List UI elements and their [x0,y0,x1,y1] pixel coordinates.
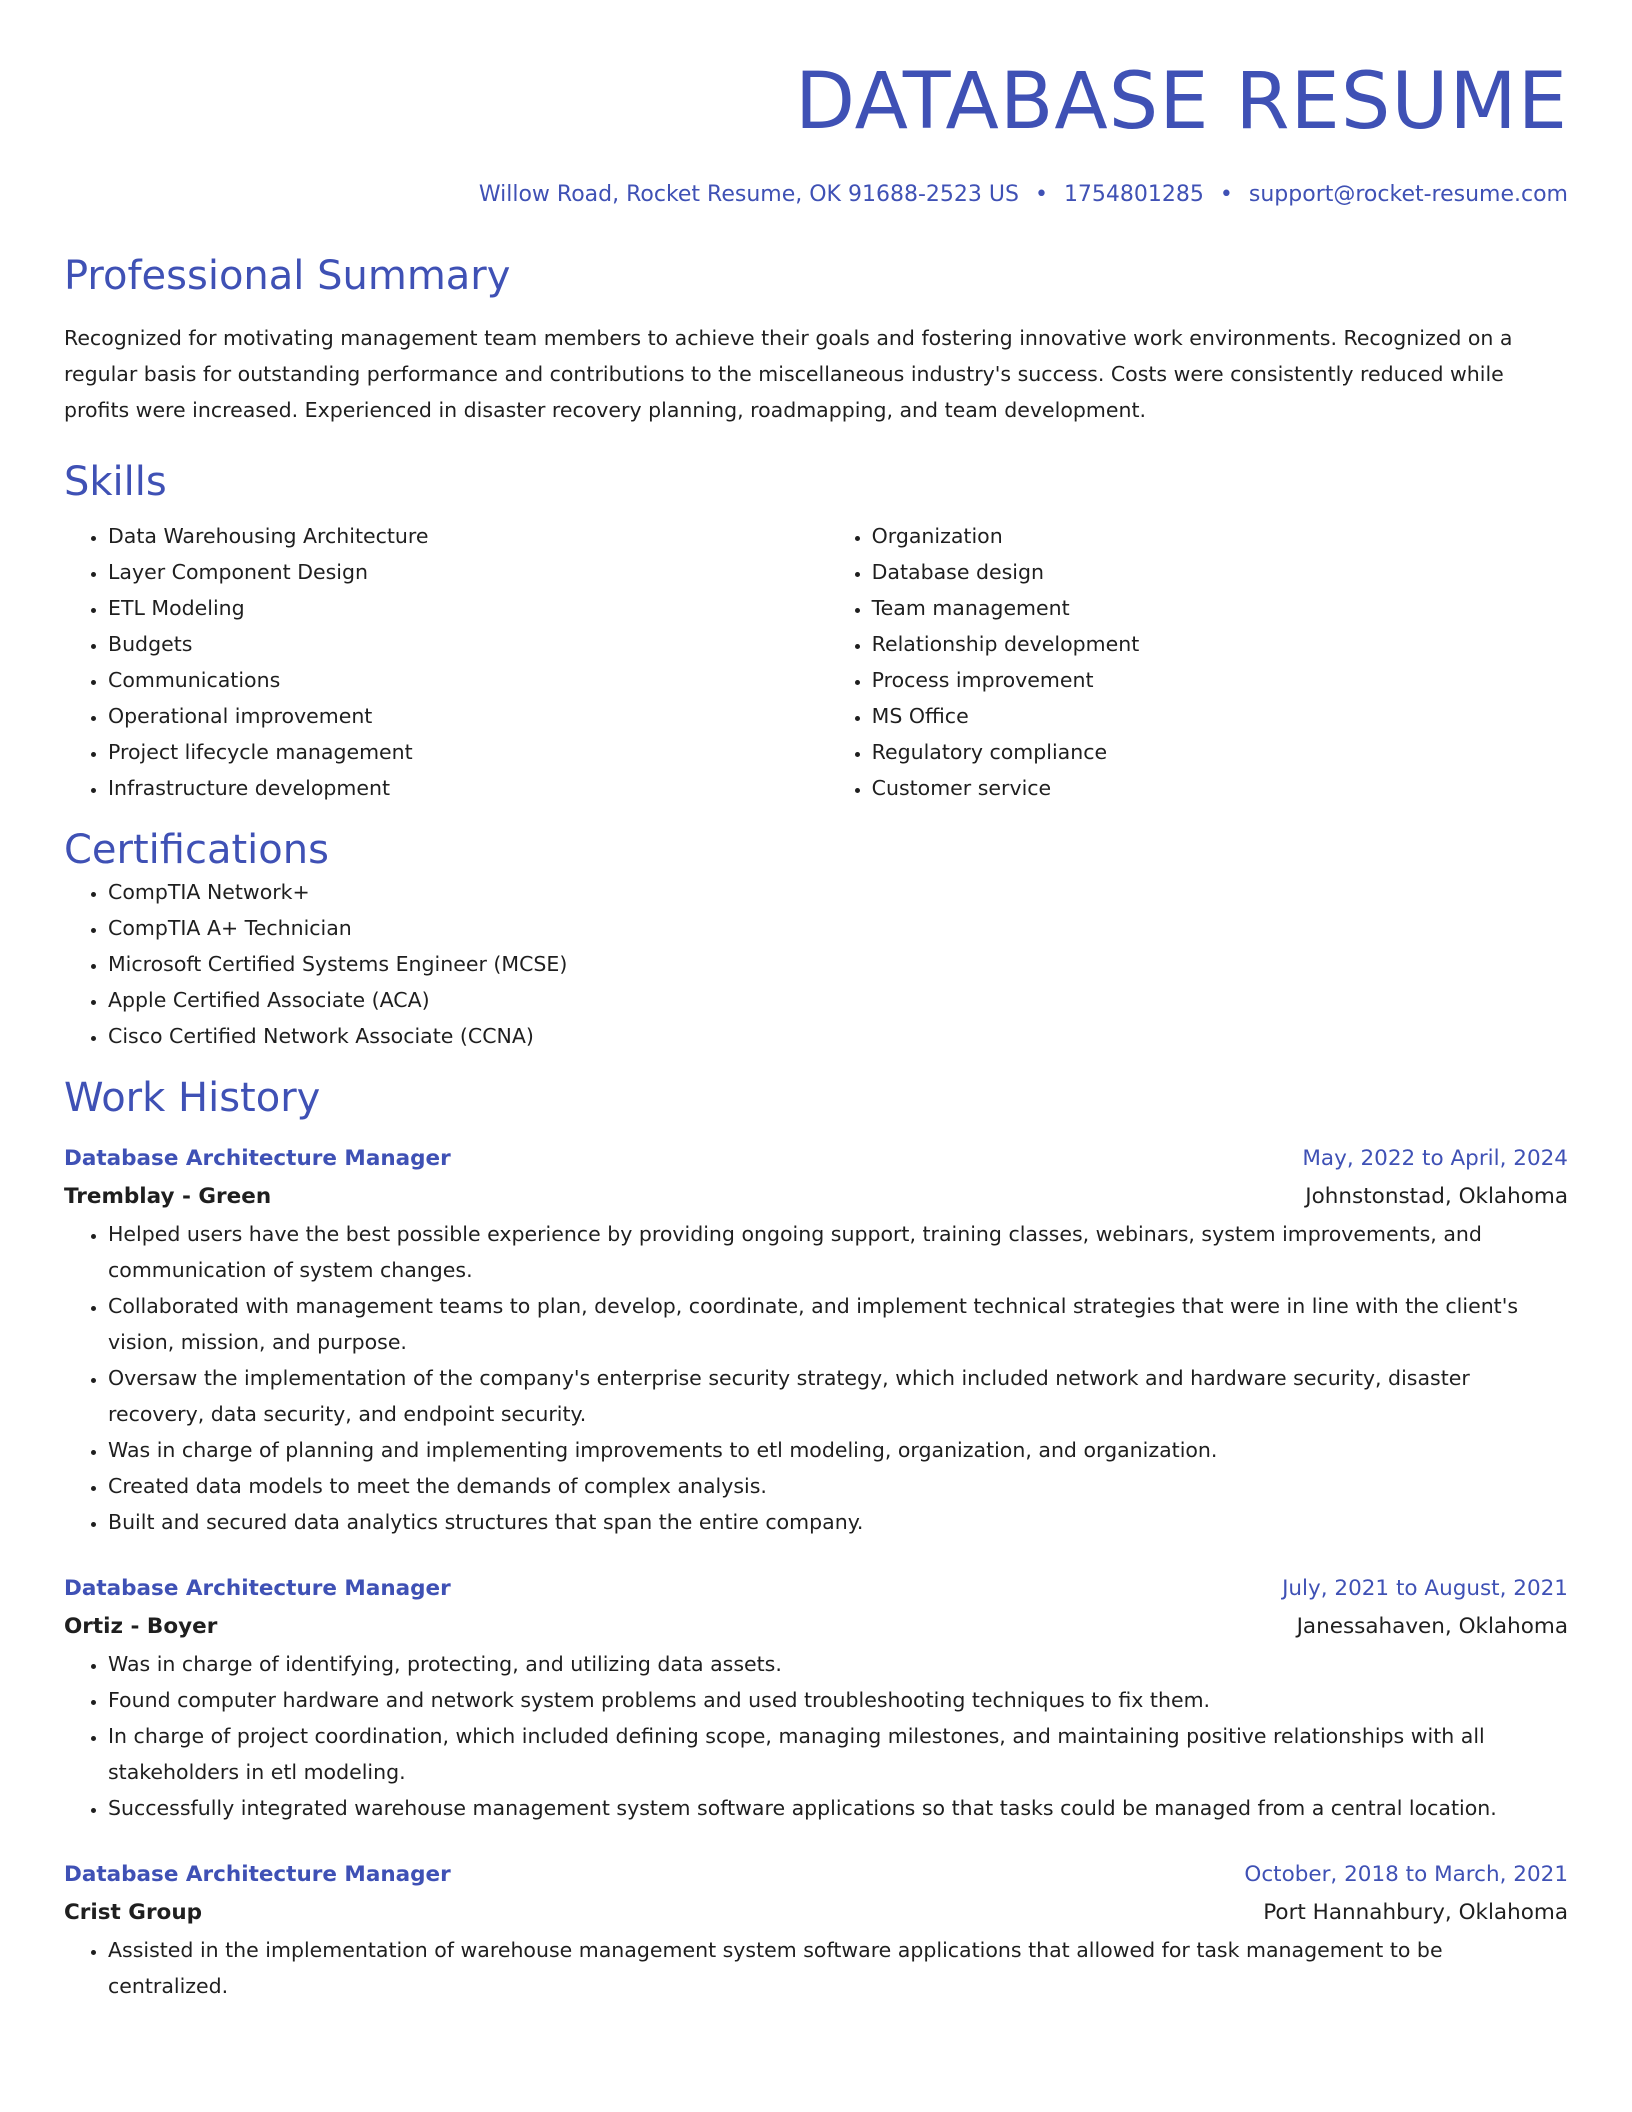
job-entry [64,1856,1568,2004]
job-bullet: • Successfully integrated warehouse management system software applications so that tasks could be managed from a central location. [108,1790,1568,1826]
skills-heading: Skills [64,459,167,505]
skill-item: • Project lifecycle management [108,734,828,770]
job-title: Database Architecture Manager [64,1576,451,1601]
summary-text: Recognized for motivating management team members to achieve their goals and fostering innovative work environments. Recognized on a regular basis for outstanding performance and contributions to the miscellaneous industry's success. Costs were consistently reduced while profits were increased. Experienced in disaster recovery planning, roadmapping, and team development. [64,326,1513,422]
certification-item: • CompTIA A+ Technician [108,910,1568,946]
contact-phone: 1754801285 [1063,182,1204,207]
job-bullet: • Built and secured data analytics structures that span the entire company. [108,1504,1568,1540]
job-bullet: • Collaborated with management teams to plan, develop, coordinate, and implement technical strategies that were in line with the client's vision, mission, and purpose. [108,1288,1568,1360]
job-dates: May, 2022 to April, 2024 [1302,1146,1568,1171]
job-entry [64,1570,1568,1826]
work-history-section [64,1074,1568,2004]
contact-line [64,180,1568,210]
certifications-list [64,874,1568,1054]
skill-item: • Process improvement [872,662,1568,698]
job-bullet: • Found computer hardware and network system problems and used troubleshooting techniques to fix them. [108,1682,1568,1718]
job-entry [64,1140,1568,1540]
job-bullet: • Helped users have the best possible experience by providing ongoing support, training classes, webinars, system improvements, and communication of system changes. [108,1216,1568,1288]
contact-separator: • [1034,182,1048,207]
job-bullets [64,1216,1568,1540]
job-bullet: • Was in charge of planning and implementing improvements to etl modeling, organization, and organization. [108,1432,1568,1468]
certification-item: • CompTIA Network+ [108,874,1568,910]
job-title: Database Architecture Manager [64,1146,451,1171]
certification-item: • Microsoft Certified Systems Engineer (MCSE) [108,946,1568,982]
job-bullet: • Was in charge of identifying, protecting, and utilizing data assets. [108,1646,1568,1682]
skill-item: • MS Office [872,698,1568,734]
skill-item: • Relationship development [872,626,1568,662]
skill-item: • Team management [872,590,1568,626]
skill-item: • Infrastructure development [108,770,828,806]
contact-email: support@rocket-resume.com [1248,182,1568,207]
certification-item: • Cisco Certified Network Associate (CCNA) [108,1018,1568,1054]
skills-list-right [828,518,1568,806]
skills-section [64,458,1568,806]
job-company-row [64,1894,1568,1932]
job-header-row [64,1570,1568,1608]
job-bullets [64,1646,1568,1826]
work-history-heading: Work History [64,1075,321,1121]
job-bullets [64,1932,1568,2004]
contact-separator: • [1219,182,1233,207]
job-company: Tremblay - Green [64,1184,272,1209]
job-dates: October, 2018 to March, 2021 [1244,1862,1568,1887]
summary-heading: Professional Summary [64,253,511,299]
resume-page [64,0,1568,2004]
skill-item: • Operational improvement [108,698,828,734]
job-header-row [64,1140,1568,1178]
job-bullet: • Assisted in the implementation of warehouse management system software applications that allowed for task management to be centralized. [108,1932,1568,2004]
job-bullet: • Created data models to meet the demands of complex analysis. [108,1468,1568,1504]
certifications-section [64,826,1568,1054]
skill-item: • Communications [108,662,828,698]
job-company: Ortiz - Boyer [64,1614,218,1639]
contact-address: Willow Road, Rocket Resume, OK 91688-2523 US [478,182,1019,207]
job-company-row [64,1178,1568,1216]
skills-grid [64,518,1568,806]
certification-item: • Apple Certified Associate (ACA) [108,982,1568,1018]
skill-item: • Layer Component Design [108,554,828,590]
skill-item: • Budgets [108,626,828,662]
skill-item: • Organization [872,518,1568,554]
job-bullet: • Oversaw the implementation of the company's enterprise security strategy, which included network and hardware security, disaster recovery, data security, and endpoint security. [108,1360,1568,1432]
job-company: Crist Group [64,1900,203,1925]
job-company-row [64,1608,1568,1646]
skill-item: • ETL Modeling [108,590,828,626]
skills-list-left [64,518,828,806]
skill-item: • Database design [872,554,1568,590]
job-location: Janessahaven, Oklahoma [1296,1614,1568,1639]
resume-title: DATABASE RESUME [794,57,1568,147]
certifications-heading: Certifications [64,827,329,873]
job-location: Port Hannahbury, Oklahoma [1263,1900,1568,1925]
job-bullet: • In charge of project coordination, which included defining scope, managing milestones, and maintaining positive relationships with all stakeholders in etl modeling. [108,1718,1568,1790]
summary-section [64,252,1568,428]
job-header-row [64,1856,1568,1894]
job-location: Johnstonstad, Oklahoma [1305,1184,1568,1209]
job-dates: July, 2021 to August, 2021 [1282,1576,1568,1601]
job-title: Database Architecture Manager [64,1862,451,1887]
skill-item: • Customer service [872,770,1568,806]
skill-item: • Data Warehousing Architecture [108,518,828,554]
skill-item: • Regulatory compliance [872,734,1568,770]
